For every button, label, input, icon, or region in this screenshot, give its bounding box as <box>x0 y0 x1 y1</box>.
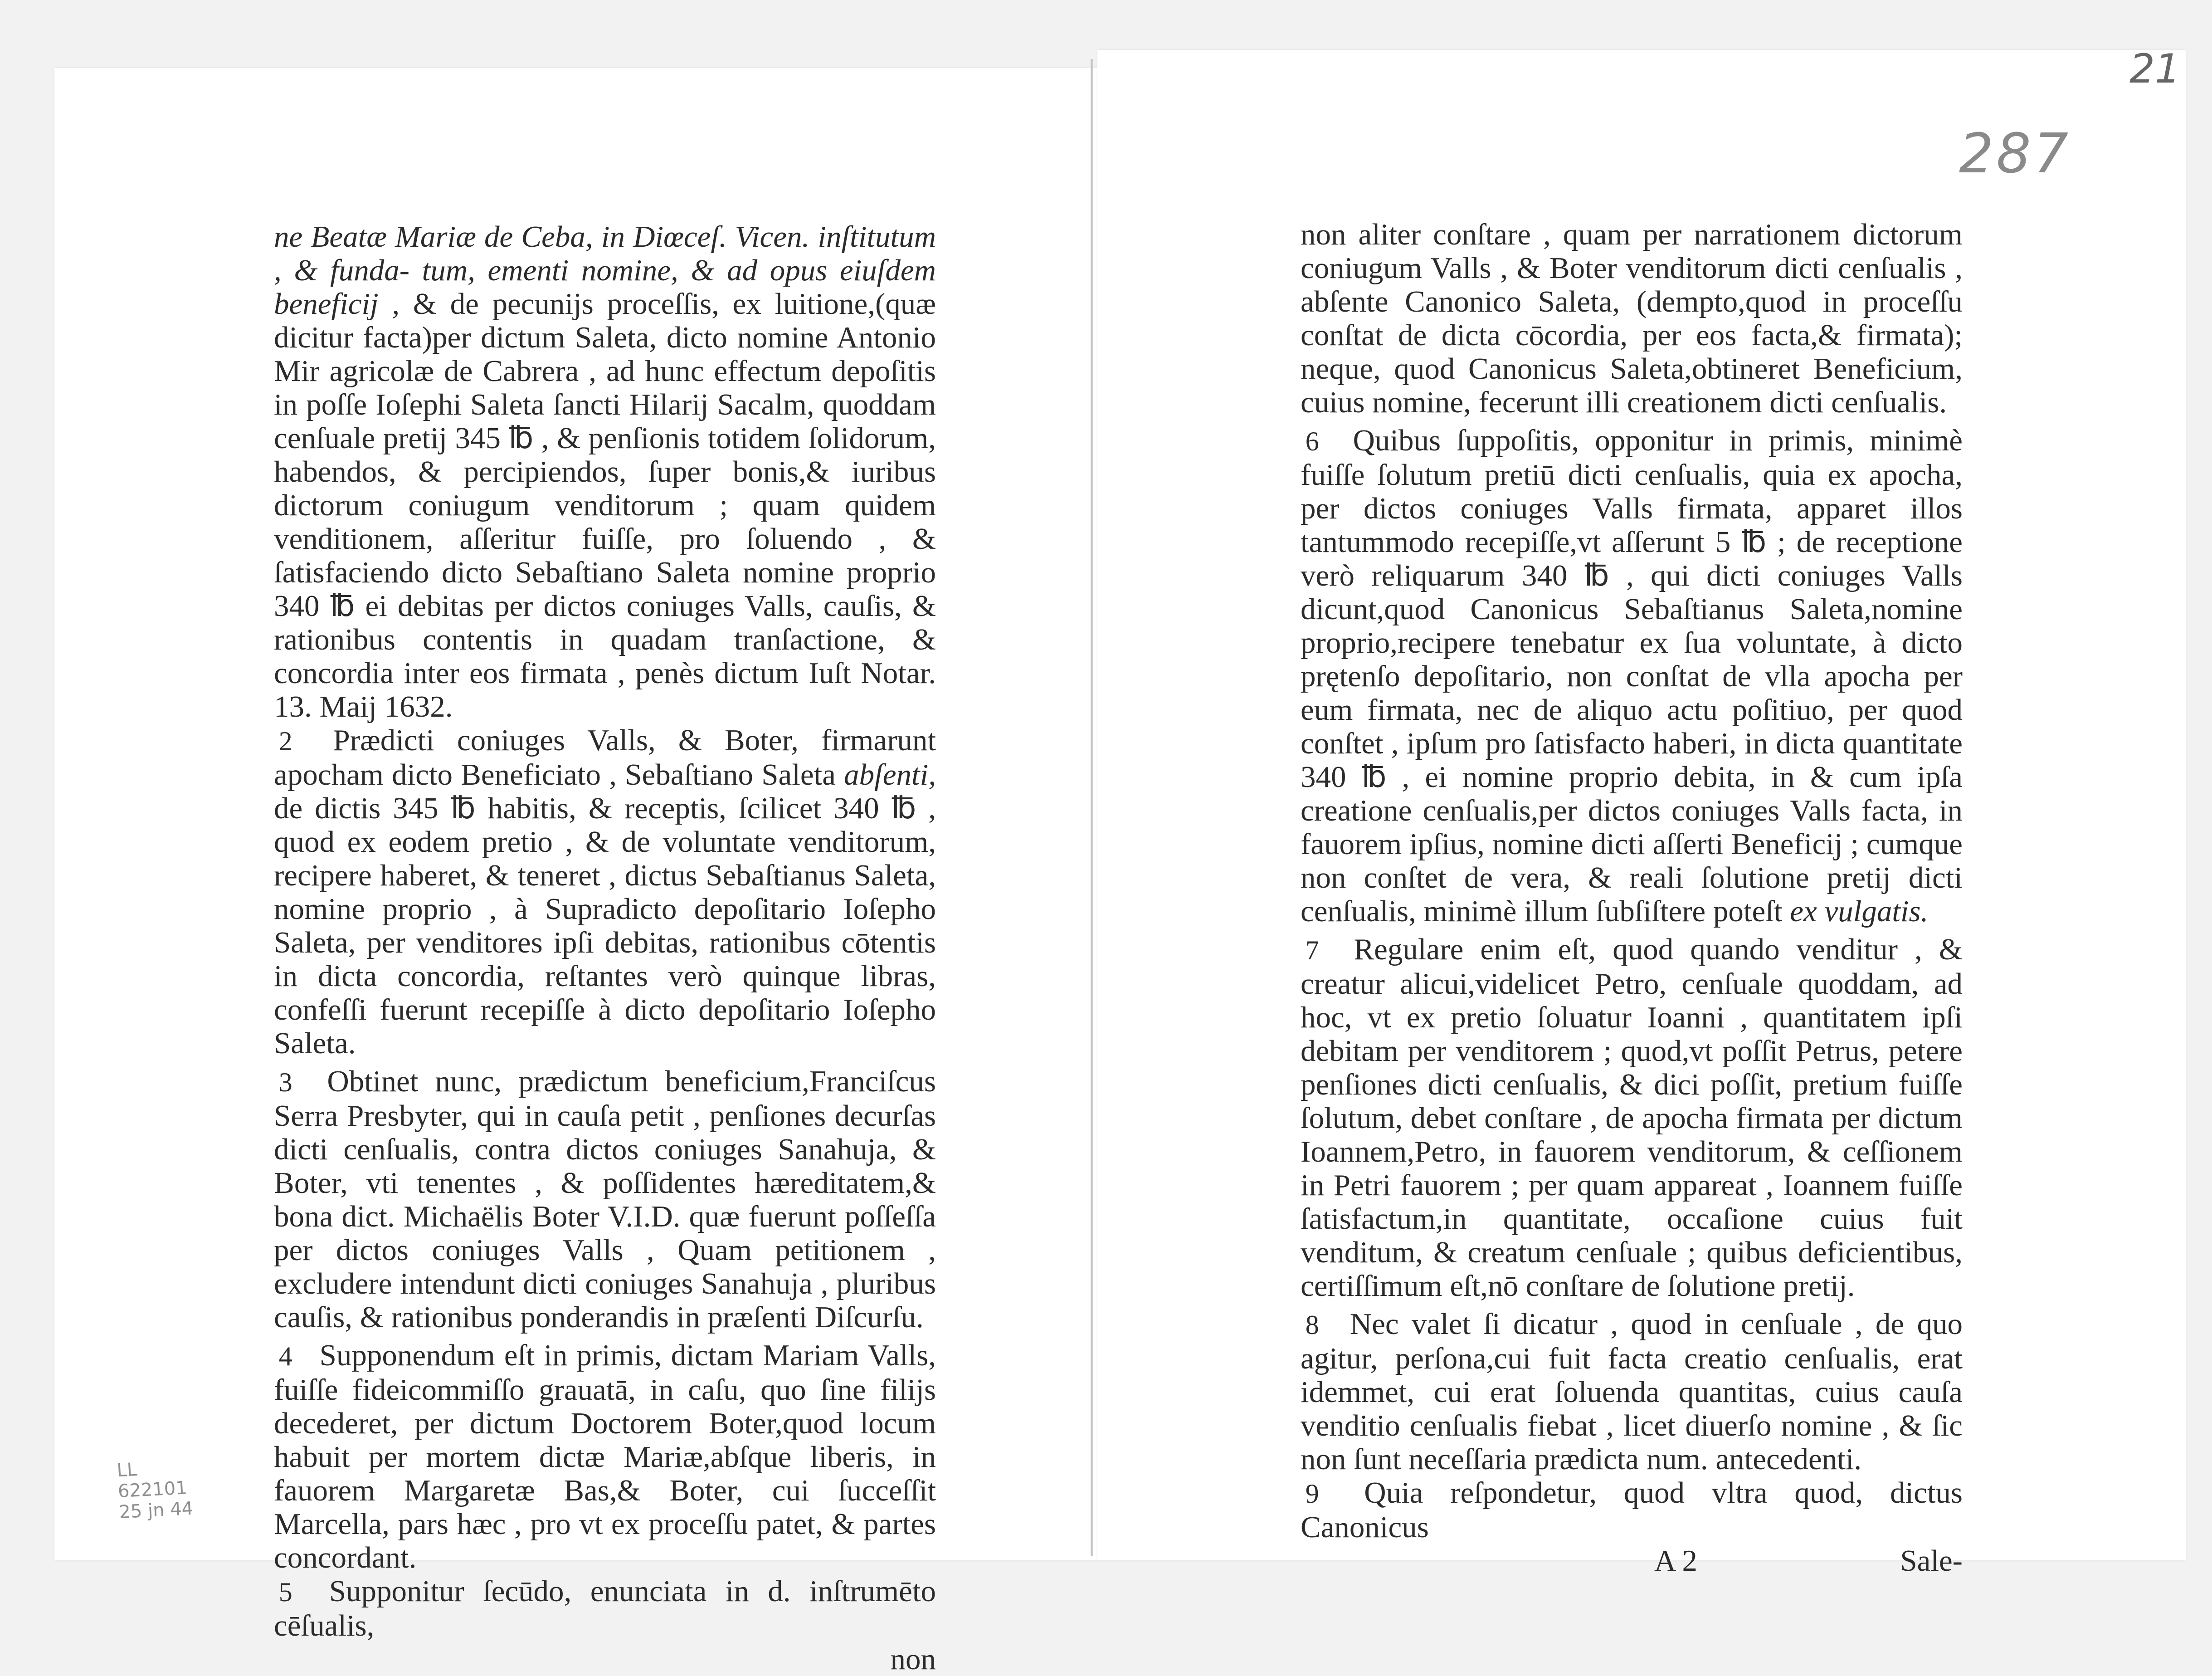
paragraph-6: 6 Quibus ſuppoſitis, opponitur in primis, minimè fuiſſe ſolutum pretiū dicti cenſualis, quia ex apocha, per dictos coniuges Valls firmata, apparet illos tantummodo recepiſſe,vt aſſerunt 5 ℔ ; de receptione verò reliquarum 340 ℔ , qui dicti coniuges Valls dicunt,quod Canonicus Sebaſtianus Saleta,nomine proprio,recipere tenebatur ex ſua voluntate, à dicto prętenſo depoſitario, non conſtat de vlla apocha per eum firmata, nec de aliquo actu poſitiuo, per quod conſtet , ipſum pro ſatisfacto haberi, in dicta quantitate 340 ℔ , ei nomine proprio debita, in & cum ipſa creatione cenſualis,per dictos coniuges Valls facta, in fauorem ipſius, nomine dicti aſſerti Beneficij ; cumque non conſtet de vera, & reali ſolutione pretij dicti cenſualis, minimè illum ſubſiſtere poteſt ex vulgatis. <box>1301 424 1963 928</box>
handwritten-page-number: 287 <box>1959 122 2071 186</box>
catchword: Sale- <box>1900 1544 1963 1578</box>
italic-word: ex vulgatis. <box>1790 894 1929 928</box>
paragraph-intro <box>274 220 936 723</box>
right-page-text <box>1301 218 1963 1578</box>
paragraph-3: 3 Obtinet nunc, prædictum beneficium,Franciſcus Serra Presbyter, qui in cauſa petit , penſiones decurſas dicti cenſualis, contra dictos coniuges Sanahuja, & Boter, vti tenentes , & poſſidentes hæreditatem,& bona dict. Michaëlis Boter V.I.D. quæ fuerunt poſſeſſa per dictos coniuges Valls , Quam petitionem , excludere intendunt dicti coniuges Sanahuja , pluribus cauſis, & rationibus ponderandis in præſenti Diſcurſu. <box>274 1065 936 1334</box>
signature-mark: A 2 <box>1654 1544 1697 1578</box>
paragraph-text: Prædicti coniuges Valls, & Boter, firmarunt apocham dicto Beneficiato , Sebaſtiano Saleta <box>274 723 936 792</box>
paragraph-text: Quibus ſuppoſitis, opponitur in primis, minimè fuiſſe ſolutum pretiū dicti cenſualis, quia ex apocha, per dictos coniuges Valls firmata, apparet illos tantummodo recepiſſe,vt aſſerunt 5 ℔ ; de receptione verò reliquarum 340 ℔ , qui dicti coniuges Valls dicunt,quod Canonicus Sebaſtianus Saleta,nomine proprio,recipere tenebatur ex ſua voluntate, à dicto prętenſo depoſitario, non conſtat de vlla apocha per eum firmata, nec de aliquo actu poſitiuo, per quod conſtet , ipſum pro ſatisfacto haberi, in dicta quantitate 340 ℔ , ei nomine proprio debita, in & cum ipſa creatione cenſualis,per dictos coniuges Valls facta, in fauorem ipſius, nomine dicti aſſerti Beneficij ; cumque non conſtet de vera, & reali ſolutione pretij dicti cenſualis, minimè illum ſubſiſtere poteſt <box>1301 424 1963 928</box>
paragraph-text: Nec valet ſi dicatur , quod in cenſuale , de quo agitur, perſona,cui fuit facta creatio cenſualis, erat idemmet, cui erat ſoluenda quantitas, cuius cauſa venditio cenſualis fiebat , licet diuerſo nomine , & ſic non ſunt neceſſaria prædicta num. antecedenti. <box>1301 1307 1963 1476</box>
paragraph-text: Supponendum eſt in primis, dictam Mariam Valls, fuiſſe fideicommiſſo grauatā, in caſu, quo ſine filijs decederet, per dictum Doctorem Boter,quod locum habuit per mortem dictæ Mariæ,abſque liberis, in fauorem Margaretæ Bas,& Boter, cui ſucceſſit Marcella, pars hæc , pro vt ex proceſſu patet, & partes concordant. <box>274 1339 936 1574</box>
paragraph-4: 4 Supponendum eſt in primis, dictam Mariam Valls, fuiſſe fideicommiſſo grauatā, in caſu, quo ſine filijs decederet, per dictum Doctorem Boter,quod locum habuit per mortem dictæ Mariæ,abſque liberis, in fauorem Margaretæ Bas,& Boter, cui ſucceſſit Marcella, pars hæc , pro vt ex proceſſu patet, & partes concordant. <box>274 1339 936 1574</box>
paragraph-8: 8 Nec valet ſi dicatur , quod in cenſuale , de quo agitur, perſona,cui fuit facta creatio cenſualis, erat idemmet, cui erat ſoluenda quantitas, cuius cauſa venditio cenſualis fiebat , licet diuerſo nomine , & ſic non ſunt neceſſaria prædicta num. antecedenti. <box>1301 1307 1963 1476</box>
paragraph-7: 7 Regulare enim eſt, quod quando venditur , & creatur alicui,videlicet Petro, cenſuale quoddam, ad hoc, vt ex pretio ſoluatur Ioanni , quantitatem ipſi debitam per venditorem ; quod,vt poſſit Petrus, petere penſiones dicti cenſualis, & dici poſſit, pretium fuiſſe ſolutum, debet conſtare , de apocha firmata per dictum Ioannem,Petro, in fauorem venditorum, & ceſſionem in Petri fauorem ; per quam appareat , Ioannem fuiſſe ſatisfactum,in quantitate, occaſione cuius fuit venditum, & creatum cenſuale ; quibus deficientibus, certiſſimum eſt,nō conſtare de ſolutione pretij. <box>1301 933 1963 1303</box>
left-page-text <box>274 220 936 1676</box>
paragraph-text: Obtinet nunc, prædictum beneficium,Franciſcus Serra Presbyter, qui in cauſa petit , penſiones decurſas dicti cenſualis, contra dictos coniuges Sanahuja, & Boter, vti tenentes , & poſſidentes hæreditatem,& bona dict. Michaëlis Boter V.I.D. quæ fuerunt poſſeſſa per dictos coniuges Valls , Quam petitionem , excludere intendunt dicti coniuges Sanahuja , pluribus cauſis, & rationibus ponderandis in præſenti Diſcurſu. <box>274 1065 936 1334</box>
paragraph-text: non aliter conſtare , quam per narrationem dictorum coniugum Valls , & Boter venditorum dicti cenſualis , abſente Canonico Saleta, (dempto,quod in proceſſu conſtat de dicta cōcordia, per eos facta,& firmata); neque, quod Canonicus Saleta,obtineret Beneficium, cuius nomine, fecerunt illi creationem dicti cenſualis. <box>1301 218 1963 419</box>
book-spine <box>1091 59 1093 1556</box>
paragraph-9: 9 Quia reſpondetur, quod vltra quod, dictus Canonicus <box>1301 1476 1963 1544</box>
shelfmark-line: 25 jn 44 <box>118 1498 194 1523</box>
paragraph-continuation <box>1301 218 1963 419</box>
paragraph-2: 2 Prædicti coniuges Valls, & Boter, firmarunt apocham dicto Beneficiato , Sebaſtiano Saleta abſenti, de dictis 345 ℔ habitis, & receptis, ſcilicet 340 ℔ , quod ex eodem pretio , & de voluntate venditorum, recipere haberet, & teneret , dictus Sebaſtianus Saleta, nomine proprio , à Supradicto depoſitario Ioſepho Saleta, per venditores ipſi debitas, rationibus cōtentis in dicta concordia, reſtantes verò quinque libras, confeſſi fuerunt recepiſſe à dicto depoſitario Ioſepho Saleta. <box>274 723 936 1060</box>
italic-line: ne Beatæ Mariæ de Ceba, in Diœceſ. Vicen. inſtitutum , & funda- <box>274 220 936 287</box>
paragraph-text: de dictis 345 ℔ habitis, & receptis, ſcilicet 340 ℔ , quod ex eodem pretio , & de voluntate venditorum, recipere haberet, & teneret , dictus Sebaſtianus Saleta, nomine proprio , à Supradicto depoſitario Ioſepho Saleta, per venditores ipſi debitas, rationibus cōtentis in dicta concordia, reſtantes verò quinque libras, confeſſi fuerunt recepiſſe à dicto depoſitario Ioſepho Saleta. <box>274 792 936 1060</box>
paragraph-5: 5 Supponitur ſecūdo, enunciata in d. inſtrumēto cēſualis, <box>274 1574 936 1642</box>
folio-number: 21 <box>2129 45 2180 92</box>
signature-line <box>1301 1544 1963 1578</box>
shelfmark-annotation <box>117 1456 194 1523</box>
paragraph-text: Supponitur ſecūdo, enunciata in d. inſtrumēto cēſualis, <box>274 1574 936 1642</box>
shelfmark-line: LL <box>116 1459 138 1481</box>
paragraph-text: & de pecunijs proceſſis, ex luitione,(quæ dicitur facta)per dictum Saleta, dicto nomine Antonio Mir agricolæ de Cabrera , ad hunc effectum depoſitis in poſſe Ioſephi Saleta ſancti Hilarij Sacalm, quoddam cenſuale pretij 345 ℔ , & penſionis totidem ſolidorum, habendos, & percipiendos, ſuper bonis,& iuribus dictorum coniugum venditorum ; quam quidem venditionem, aſſeritur fuiſſe, pro ſoluendo , & ſatisfaciendo dicto Sebaſtiano Saleta nomine proprio 340 ℔ ei debitas per dictos coniuges Valls, cauſis, & rationibus contentis in quadam tranſactione, & concordia inter eos firmata , penès dictum Iuſt Notar. 13. Maij 1632. <box>274 287 936 723</box>
paragraph-text: Quia reſpondetur, quod vltra quod, dictus Canonicus <box>1301 1476 1963 1544</box>
paragraph-text: Regulare enim eſt, quod quando venditur , & creatur alicui,videlicet Petro, cenſuale quoddam, ad hoc, vt ex pretio ſoluatur Ioanni , quantitatem ipſi debitam per venditorem ; quod,vt poſſit Petrus, petere penſiones dicti cenſualis, & dici poſſit, pretium fuiſſe ſolutum, debet conſtare , de apocha firmata per dictum Ioannem,Petro, in fauorem venditorum, & ceſſionem in Petri fauorem ; per quam appareat , Ioannem fuiſſe ſatisfactum,in quantitate, occaſione cuius fuit venditum, & creatum cenſuale ; quibus deficientibus, certiſſimum eſt,nō conſtare de ſolutione pretij. <box>1301 933 1963 1303</box>
catchword: non <box>890 1642 936 1676</box>
italic-line: tum, ementi nomine, & ad opus eiuſdem beneficij , <box>274 254 936 321</box>
shelfmark-line: 622101 <box>117 1477 188 1502</box>
italic-word: abſenti, <box>844 758 936 792</box>
